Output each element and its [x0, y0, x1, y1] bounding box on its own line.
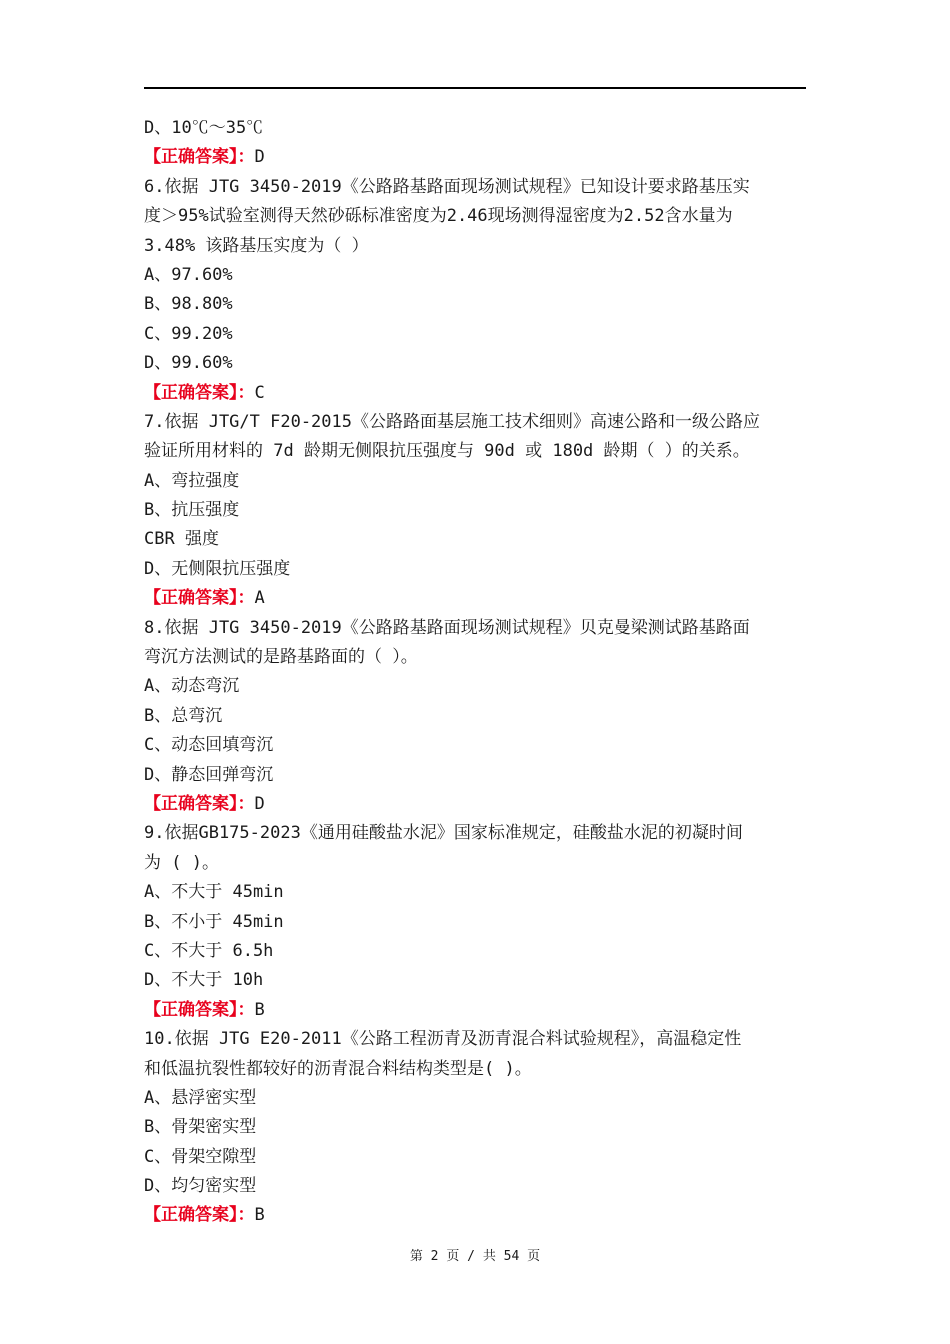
text-line: 8.依据 JTG 3450-2019《公路路基路面现场测试规程》贝克曼梁测试路基路面 — [144, 617, 750, 638]
correct-answer-line — [144, 379, 806, 408]
text-line: C、骨架空隙型 — [144, 1146, 257, 1167]
text-line: C、动态回填弯沉 — [144, 735, 274, 756]
text-line: D、10℃～35℃ — [144, 118, 264, 138]
correct-answer-label: 【正确答案】： — [144, 999, 255, 1020]
text-line: A、弯拉强度 — [144, 470, 240, 491]
text-line: D、静态回弹弯沉 — [144, 764, 274, 785]
document-body — [144, 114, 806, 1231]
text-line: A、不大于 45min — [144, 882, 284, 903]
text-line: CBR 强度 — [144, 529, 219, 550]
text-line: D、均匀密实型 — [144, 1176, 257, 1197]
header-rule — [144, 87, 806, 89]
correct-answer-value: C — [254, 382, 265, 403]
correct-answer-value: B — [254, 1205, 265, 1226]
text-line: B、98.80% — [144, 294, 233, 315]
text-line: B、总弯沉 — [144, 705, 223, 726]
text-line: A、悬浮密实型 — [144, 1087, 257, 1108]
correct-answer-label: 【正确答案】： — [144, 1205, 255, 1226]
text-line: D、无侧限抗压强度 — [144, 558, 291, 579]
correct-answer-label: 【正确答案】： — [144, 382, 255, 403]
text-line: C、99.20% — [144, 323, 233, 344]
text-line: B、抗压强度 — [144, 500, 240, 521]
text-line: 验证所用材料的 7d 龄期无侧限抗压强度与 90d 或 180d 龄期（ ）的关系。 — [144, 441, 750, 462]
text-line: D、不大于 10h — [144, 970, 264, 991]
correct-answer-value: D — [254, 793, 265, 814]
text-line: 3.48% 该路基压实度为（ ） — [144, 235, 369, 256]
correct-answer-label: 【正确答案】： — [144, 147, 255, 168]
text-line: 10.依据 JTG E20-2011《公路工程沥青及沥青混合料试验规程》，高温稳定性 — [144, 1029, 742, 1050]
text-line: 7.依据 JTG/T F20-2015《公路路面基层施工技术细则》高速公路和一级公路应 — [144, 411, 760, 432]
text-line: A、97.60% — [144, 264, 233, 285]
correct-answer-line — [144, 143, 806, 172]
text-line: C、不大于 6.5h — [144, 940, 274, 961]
correct-answer-line — [144, 584, 806, 613]
text-line: 和低温抗裂性都较好的沥青混合料结构类型是( )。 — [144, 1058, 532, 1079]
text-line: 弯沉方法测试的是路基路面的（ ）。 — [144, 647, 418, 668]
text-line: 6.依据 JTG 3450-2019《公路路基路面现场测试规程》已知设计要求路基压实 — [144, 176, 750, 197]
text-line: 度＞95%试验室测得天然砂砾标准密度为2.46现场测得湿密度为2.52含水量为 — [144, 206, 733, 227]
correct-answer-line — [144, 996, 806, 1025]
text-line: D、99.60% — [144, 353, 233, 374]
text-line: A、动态弯沉 — [144, 676, 240, 697]
correct-answer-line — [144, 1201, 806, 1230]
correct-answer-value: A — [254, 588, 265, 609]
text-line: 9.依据GB175-2023《通用硅酸盐水泥》国家标准规定，硅酸盐水泥的初凝时间 — [144, 823, 743, 844]
correct-answer-label: 【正确答案】： — [144, 588, 255, 609]
correct-answer-label: 【正确答案】： — [144, 793, 255, 814]
page-footer: 第 2 页 / 共 54 页 — [409, 1249, 541, 1264]
correct-answer-value: D — [254, 147, 265, 168]
text-line: B、不小于 45min — [144, 911, 284, 932]
correct-answer-value: B — [254, 999, 265, 1020]
text-line: B、骨架密实型 — [144, 1117, 257, 1138]
text-line: 为 ( )。 — [144, 852, 219, 873]
correct-answer-line — [144, 790, 806, 819]
